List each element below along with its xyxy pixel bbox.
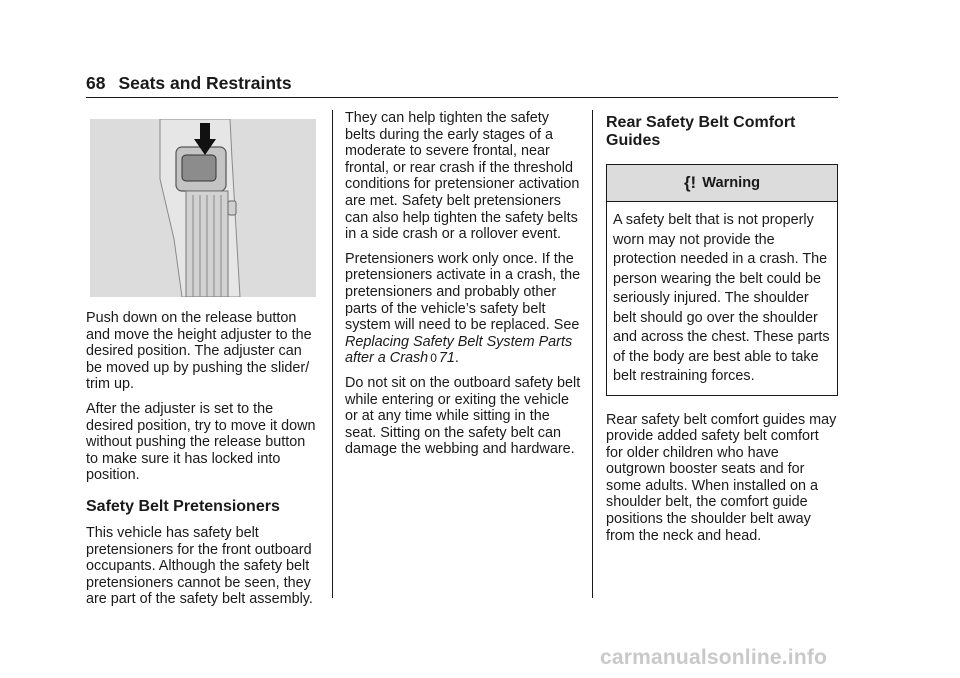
page-header bbox=[86, 71, 838, 98]
watermark: carmanualsonline.info bbox=[600, 646, 828, 669]
replace-text: Pretensioners work only once. If the pretensioners activate in a crash, the pretensioners and probably other parts of the vehicle’s safety belt system will need to be replaced. See bbox=[345, 250, 581, 334]
column-1 bbox=[86, 110, 320, 616]
sentence-end: . bbox=[454, 350, 459, 367]
paragraph-release-button: Push down on the release button and move the height adjuster to the desired position. The adjuster can be moved up by pushing the slider/ trim up. bbox=[86, 310, 312, 393]
warning-box bbox=[606, 164, 838, 396]
paragraph-pretensioner-function: They can help tighten the safety belts during the early stages of a moderate to severe frontal, near frontal, or rear crash if the threshold conditions for pretensioner activation are met. Safety belt pretensioners can also help tighten the safety belts in a side crash or a rollover event. bbox=[345, 110, 580, 243]
paragraph-pretensioners-intro: This vehicle has safety belt pretensioners for the front outboard occupants. Although the safety belt pretensioners cannot be seen, they are part of the safety belt assembly. bbox=[86, 524, 313, 608]
height-adjuster-drawing bbox=[90, 119, 316, 297]
section-title: Seats and Restraints bbox=[118, 73, 292, 93]
warning-text: A safety belt that is not properly worn may not provide the protection needed in a crash. The person wearing the belt could be seriously injured. The shoulder belt should go over the shoulder and across the chest. These parts of the body are best able to take belt restraining forces. bbox=[613, 212, 830, 384]
column-3 bbox=[606, 110, 838, 552]
height-adjuster-illustration bbox=[90, 119, 316, 297]
paragraph-comfort-guides: Rear safety belt comfort guides may provide added safety belt comfort for older children who have outgrown booster seats and for some adults. When installed on a shoulder belt, the comfort guide positions the shoulder belt away from the neck and head. bbox=[606, 411, 837, 544]
paragraph-adjuster-locked: After the adjuster is set to the desired position, try to move it down without pushing the release button to make sure it has locked into position. bbox=[86, 400, 316, 484]
warning-title: Warning bbox=[702, 174, 761, 191]
page-reference-icon: 0 bbox=[430, 351, 437, 366]
cross-reference-page[interactable]: 71 bbox=[438, 350, 455, 367]
column-divider-2 bbox=[592, 110, 593, 598]
paragraph-do-not-sit: Do not sit on the outboard safety belt while entering or exiting the vehicle or at any time while sitting in the seat. Sitting on the safety belt can damage the webbing and hardware. bbox=[345, 374, 581, 458]
heading-comfort-guides: Rear Safety Belt Comfort Guides bbox=[606, 114, 796, 149]
heading-pretensioners: Safety Belt Pretensioners bbox=[86, 497, 280, 515]
warning-icon: {! bbox=[683, 172, 697, 192]
warning-header bbox=[607, 165, 837, 202]
cross-reference-link[interactable]: Replacing Safety Belt System Parts after a Crash bbox=[345, 333, 573, 367]
column-2 bbox=[345, 110, 581, 466]
column-divider-1 bbox=[332, 110, 333, 598]
paragraph-pretensioner-replace bbox=[345, 251, 581, 367]
page-number: 68 bbox=[86, 73, 106, 93]
